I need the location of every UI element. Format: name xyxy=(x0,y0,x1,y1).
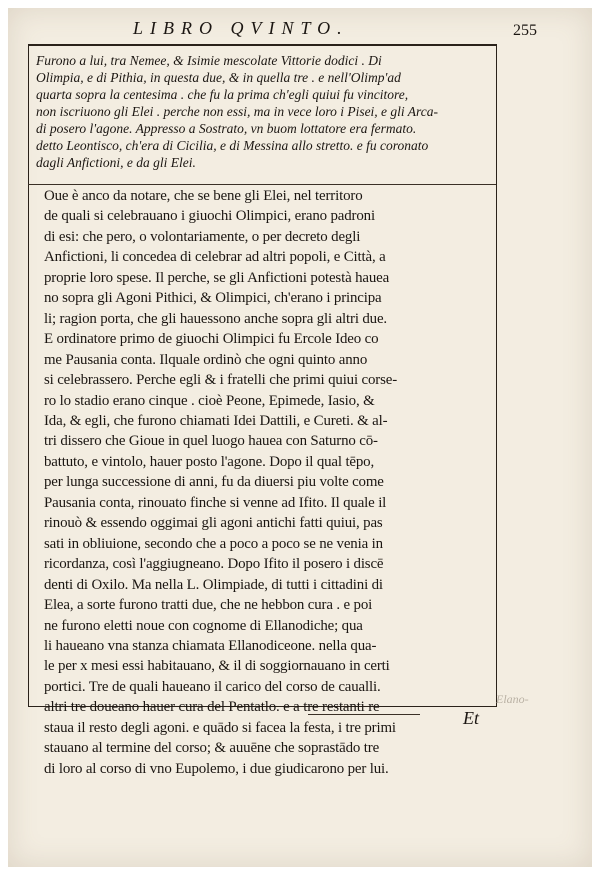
text-line: Oue è anco da notare, che se bene gli Elei, nel territoro xyxy=(44,188,363,204)
text-line: ricordanza, così l'aggiugneano. Dopo Ifito il posero i discē xyxy=(44,556,384,573)
text-line: di esi: che pero, o volontariamente, o per decreto degli xyxy=(44,228,361,245)
italic-note-block xyxy=(36,52,496,171)
text-line: denti di Oxilo. Ma nella L. Olimpiade, di tutti i cittadini di xyxy=(44,576,383,593)
note-line: Furono a lui, tra Nemee, & Isimie mescolate Vittorie dodici . Di xyxy=(36,53,382,68)
text-line: si celebrassero. Perche egli & i fratelli che primi quiui corse- xyxy=(44,372,398,389)
note-line: di posero l'agone. Appresso a Sostrato, vn buom lottatore era fermato. xyxy=(36,121,417,136)
text-line: Anfictioni, li concedea di celebrar ad altri popoli, e Città, a xyxy=(44,249,386,266)
text-line: de quali si celebrauano i giuochi Olimpici, erano padroni xyxy=(44,208,375,225)
text-line: rinouò & essendo oggimai gli agoni antichi fatti quiui, pas xyxy=(44,515,383,532)
text-line: le per x mesi essi habitauano, & il di soggiornauano in certi xyxy=(44,658,390,675)
running-head: LIBRO QVINTO. xyxy=(133,18,349,38)
text-line: sati in obliuione, secondo che a poco a poco se ne venia in xyxy=(44,535,383,552)
note-line: quarta sopra la centesima . che fu la prima ch'egli quiui fu vincitore, xyxy=(36,87,409,102)
section-divider xyxy=(28,184,496,185)
text-line: no sopra gli Agoni Pithici, & Olimpici, ch'erano i principa xyxy=(44,290,382,307)
text-line: stauano al termine del corso; & auuēne che soprastādo tre xyxy=(44,740,380,757)
note-line: dagli Anfictioni, e da gli Elei. xyxy=(36,155,196,170)
note-line: detto Leontisco, ch'era di Cicilia, e di Messina allo stretto. e fu coronato xyxy=(36,138,429,153)
text-line: li haueano vna stanza chiamata Ellanodiceone. nella qua- xyxy=(44,637,377,654)
book-page xyxy=(8,8,592,867)
text-line: Elea, a sorte furono tratti due, che ne hebbon cura . e poi xyxy=(44,597,373,614)
show-through-text: Elano- xyxy=(496,692,529,706)
text-line: portici. Tre de quali haueano il carico del corso de caualli. xyxy=(44,678,381,695)
text-line: staua il resto degli agoni. e quādo si facea la festa, i tre primi xyxy=(44,719,396,736)
text-line: li; ragion porta, che gli hauessono anche sopra gli altri due. xyxy=(44,310,388,327)
text-line: Ida, & egli, che furono chiamati Idei Dattili, e Cureti. & al- xyxy=(44,412,388,429)
text-line: di loro al corso di vno Eupolemo, i due giudicarono per lui. xyxy=(44,760,389,777)
page-number: 255 xyxy=(513,22,537,39)
text-line: E ordinatore primo de giuochi Olimpici fu Ercole Ideo co xyxy=(44,331,379,348)
note-line: non iscriuono gli Elei . perche non essi, ma in vece loro i Pisei, e gli Arca- xyxy=(36,104,439,119)
text-line: tri dissero che Gioue in quel luogo hauea con Saturno cō- xyxy=(44,433,378,450)
catchword-rule xyxy=(308,714,420,715)
text-line: Pausania conta, rinouato finche si venne ad Ifito. Il quale il xyxy=(44,494,387,511)
text-line: per lunga successione di anni, fu da diuersi piu volte come xyxy=(44,474,384,491)
main-text-block xyxy=(44,186,496,779)
text-line: battuto, e vintolo, hauer posto l'agone. Dopo il qual tēpo, xyxy=(44,453,375,470)
note-line: Olimpia, e di Pithia, in questa due, & in quella tre . e nell'Olimp'ad xyxy=(36,70,401,85)
catchword: Et xyxy=(463,708,479,728)
text-line: ro lo stadio erano cinque . cioè Peone, Epimede, Iasio, & xyxy=(44,392,375,409)
text-line: ne furono eletti noue con cognome di Ellanodiche; qua xyxy=(44,617,363,634)
text-line: me Pausania conta. Ilquale ordinò che ogni quinto anno xyxy=(44,351,368,368)
text-line: proprie loro spese. Il perche, se gli Anfictioni potestà hauea xyxy=(44,269,390,286)
text-line: altri tre doueano hauer cura del Pentatlo. e a tre restanti re xyxy=(44,699,380,716)
